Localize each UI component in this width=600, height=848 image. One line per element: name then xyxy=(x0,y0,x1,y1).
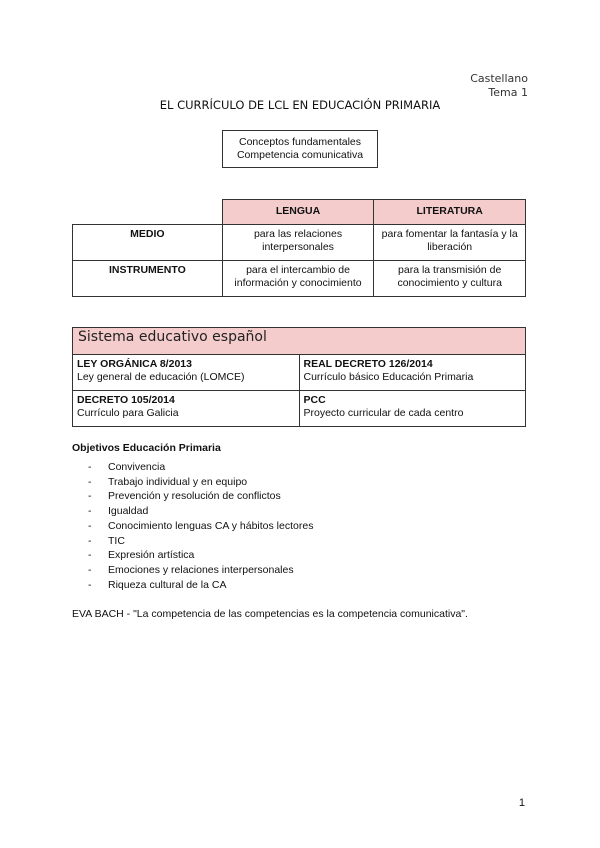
list-item-text: Riqueza cultural de la CA xyxy=(108,578,227,591)
table-cell: para las relaciones interpersonales xyxy=(222,225,374,261)
cell-text: Currículo básico Educación Primaria xyxy=(303,371,474,383)
list-item-text: Prevención y resolución de conflictos xyxy=(108,490,281,503)
list-item xyxy=(88,504,313,519)
quote: EVA BACH - "La competencia de las competencias es la competencia comunicativa". xyxy=(72,608,468,620)
list-item xyxy=(88,475,313,490)
column-header-literatura: LITERATURA xyxy=(374,200,526,225)
cell-heading: REAL DECRETO 126/2014 xyxy=(303,358,433,370)
bullet-dash: - xyxy=(88,563,92,576)
table-header-row xyxy=(73,200,526,225)
cell-text: Proyecto curricular de cada centro xyxy=(303,407,464,419)
subject-label: Castellano xyxy=(470,72,528,85)
bullet-dash: - xyxy=(88,578,92,591)
list-item-text: Igualdad xyxy=(108,505,149,518)
row-label: INSTRUMENTO xyxy=(73,261,223,297)
table-cell: para el intercambio de información y conocimiento xyxy=(222,261,374,297)
cell-text: Currículo para Galicia xyxy=(77,407,179,419)
list-item xyxy=(88,460,313,475)
cell-heading: PCC xyxy=(303,394,326,406)
concept-item: Competencia comunicativa xyxy=(236,149,364,161)
list-item xyxy=(88,578,313,593)
table-cell xyxy=(299,391,526,427)
list-item xyxy=(88,548,313,563)
bullet-dash: - xyxy=(88,475,92,488)
list-item-text: Expresión artística xyxy=(108,549,195,562)
cell-text: Ley general de educación (LOMCE) xyxy=(77,371,245,383)
list-item xyxy=(88,489,313,504)
empty-cell xyxy=(73,200,223,225)
table-cell: para fomentar la fantasía y la liberación xyxy=(374,225,526,261)
list-item-text: Conocimiento lenguas CA y hábitos lectores xyxy=(108,519,314,532)
list-item xyxy=(88,519,313,534)
list-item-text: Emociones y relaciones interpersonales xyxy=(108,563,294,576)
list-item-text: Convivencia xyxy=(108,461,166,473)
table-cell xyxy=(299,355,526,391)
concepts-box xyxy=(222,130,378,168)
table-cell xyxy=(73,355,300,391)
table-row xyxy=(73,225,526,261)
objectives-list xyxy=(88,460,313,592)
list-item-text: TIC xyxy=(108,534,125,547)
cell-heading: DECRETO 105/2014 xyxy=(77,394,175,406)
section-title: Sistema educativo español xyxy=(73,328,526,355)
document-title: EL CURRÍCULO DE LCL EN EDUCACIÓN PRIMARIA xyxy=(159,98,441,112)
list-item xyxy=(88,534,313,549)
cell-heading: LEY ORGÁNICA 8/2013 xyxy=(77,358,192,370)
bullet-dash: - xyxy=(88,461,92,473)
bullet-dash: - xyxy=(88,534,92,547)
row-label: MEDIO xyxy=(73,225,223,261)
topic-label: Tema 1 xyxy=(488,86,528,99)
concept-item: Conceptos fundamentales xyxy=(239,136,361,148)
sistema-educativo-table xyxy=(72,327,526,427)
page-number: 1 xyxy=(518,797,525,809)
bullet-dash: - xyxy=(88,519,92,532)
page-header xyxy=(470,72,528,100)
column-header-lengua: LENGUA xyxy=(222,200,374,225)
lengua-literatura-table xyxy=(72,199,526,297)
table-row xyxy=(73,261,526,297)
bullet-dash: - xyxy=(88,490,92,503)
objectives-title: Objetivos Educación Primaria xyxy=(72,442,221,454)
table-cell xyxy=(73,391,300,427)
list-item-text: Trabajo individual y en equipo xyxy=(108,475,248,488)
bullet-dash: - xyxy=(88,505,92,518)
bullet-dash: - xyxy=(88,549,92,562)
list-item xyxy=(88,563,313,578)
table-cell: para la transmisión de conocimiento y cultura xyxy=(374,261,526,297)
